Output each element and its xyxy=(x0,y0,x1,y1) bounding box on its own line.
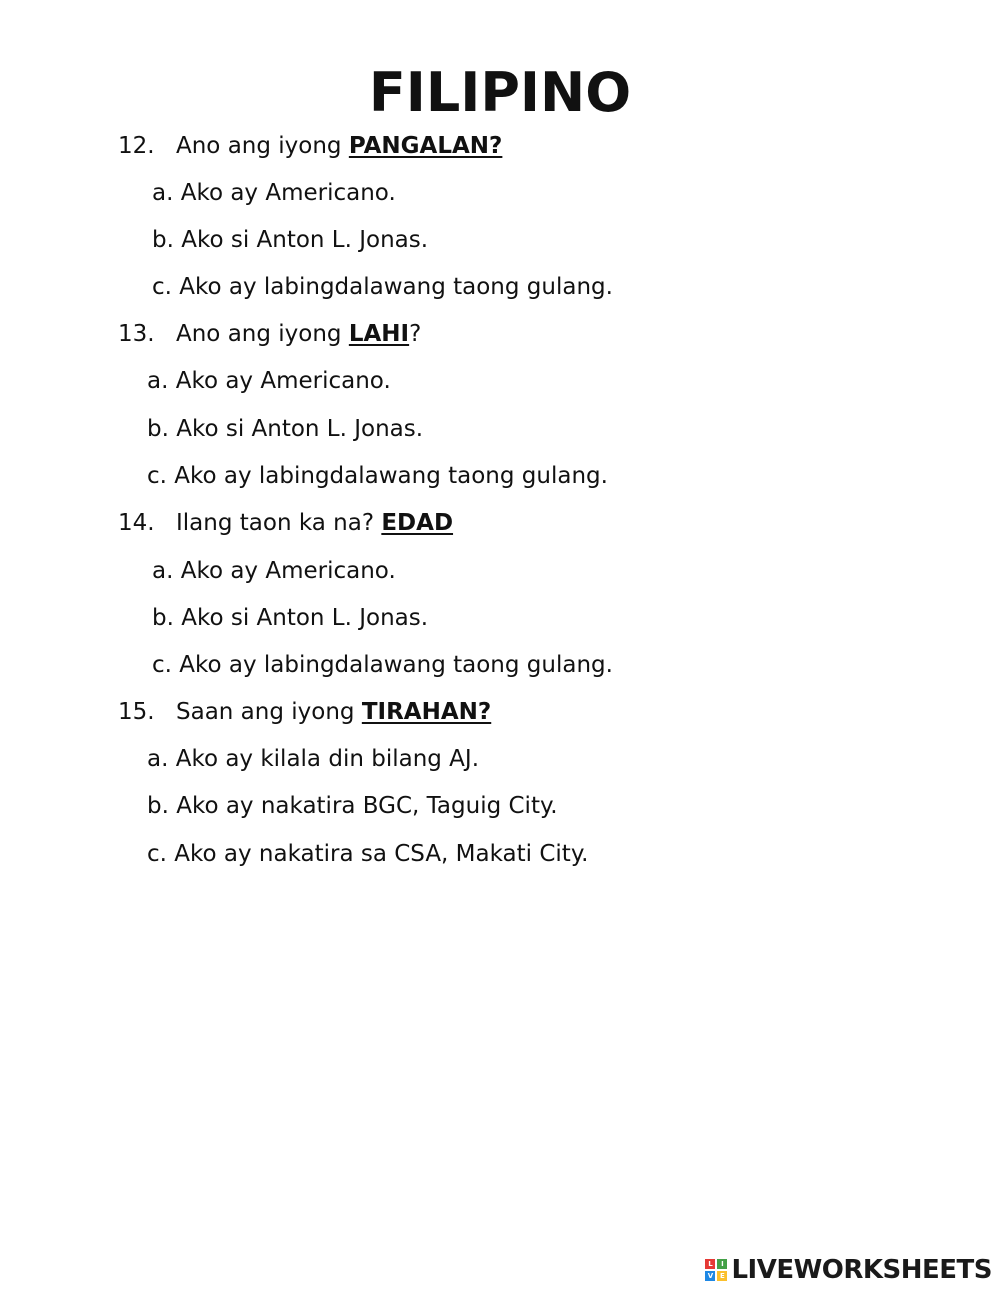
question-text: Ano ang iyong xyxy=(176,133,349,159)
question-number: 15. xyxy=(118,699,155,725)
liveworksheets-logo xyxy=(705,1254,992,1286)
logo-mark-tile: I xyxy=(717,1259,727,1269)
question-12 xyxy=(118,131,502,161)
logo-mark-icon xyxy=(705,1259,727,1281)
option-14b[interactable]: b. Ako si Anton L. Jonas. xyxy=(152,605,429,631)
question-number: 14. xyxy=(118,510,155,536)
question-number: 13. xyxy=(118,321,155,347)
question-15 xyxy=(118,697,491,727)
page-title: FILIPINO xyxy=(368,61,632,124)
option-14c[interactable]: c. Ako ay labingdalawang taong gulang. xyxy=(152,652,613,678)
option-12a[interactable]: a. Ako ay Americano. xyxy=(152,180,396,206)
option-12b[interactable]: b. Ako si Anton L. Jonas. xyxy=(152,227,429,253)
question-number: 12. xyxy=(118,133,155,159)
question-keyword: EDAD xyxy=(381,510,454,536)
option-14a[interactable]: a. Ako ay Americano. xyxy=(152,558,396,584)
question-text: Ilang taon ka na? xyxy=(176,510,382,536)
question-keyword: TIRAHAN? xyxy=(361,699,492,725)
logo-text: LIVEWORKSHEETS xyxy=(731,1255,992,1285)
question-13 xyxy=(118,319,421,349)
question-text: Ano ang iyong xyxy=(176,321,349,347)
question-keyword: LAHI xyxy=(348,321,410,347)
option-15a[interactable]: a. Ako ay kilala din bilang AJ. xyxy=(147,746,480,772)
option-13c[interactable]: c. Ako ay labingdalawang taong gulang. xyxy=(147,463,608,489)
option-13b[interactable]: b. Ako si Anton L. Jonas. xyxy=(147,416,424,442)
option-15c[interactable]: c. Ako ay nakatira sa CSA, Makati City. xyxy=(147,841,589,867)
option-13a[interactable]: a. Ako ay Americano. xyxy=(147,368,391,394)
logo-mark-tile: E xyxy=(717,1271,727,1281)
option-15b[interactable]: b. Ako ay nakatira BGC, Taguig City. xyxy=(147,793,558,819)
option-12c[interactable]: c. Ako ay labingdalawang taong gulang. xyxy=(152,274,613,300)
question-text: Saan ang iyong xyxy=(176,699,362,725)
logo-mark-tile: V xyxy=(705,1271,715,1281)
question-14 xyxy=(118,508,453,538)
question-suffix: ? xyxy=(409,321,422,347)
logo-mark-tile: L xyxy=(705,1259,715,1269)
question-keyword: PANGALAN? xyxy=(348,133,503,159)
